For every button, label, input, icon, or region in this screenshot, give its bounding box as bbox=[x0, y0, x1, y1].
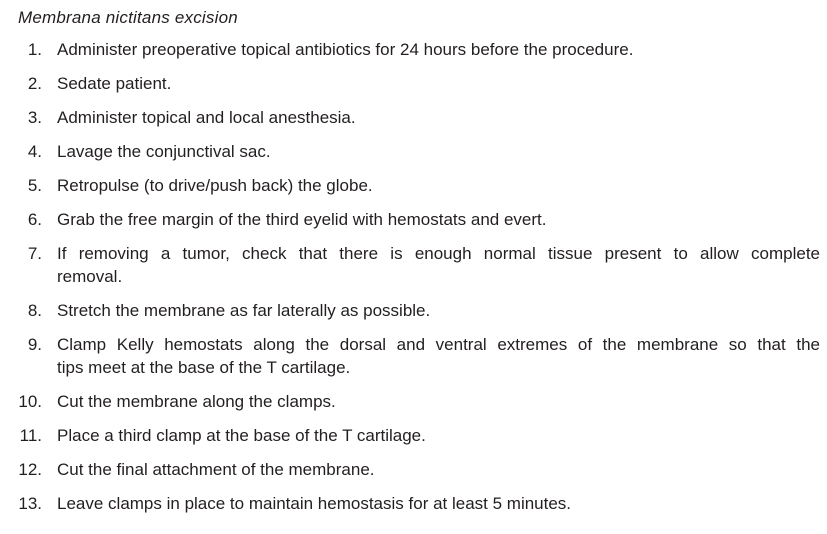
step-line: Administer preoperative topical antibiotics for 24 hours before the procedure. bbox=[57, 40, 634, 59]
procedure-step bbox=[4, 492, 821, 515]
procedure-step bbox=[4, 458, 821, 481]
step-number: 7. bbox=[27, 244, 42, 263]
step-text bbox=[57, 106, 820, 129]
procedure-step bbox=[4, 38, 821, 61]
step-text bbox=[57, 390, 820, 413]
step-line: Clamp Kelly hemostats along the dorsal and ventral extremes of the membrane so that the bbox=[57, 335, 820, 354]
step-number: 10. bbox=[18, 392, 42, 411]
procedure-step bbox=[4, 208, 821, 231]
step-text bbox=[57, 72, 820, 95]
step-number: 5. bbox=[27, 176, 42, 195]
procedure-step bbox=[4, 390, 821, 413]
step-text bbox=[57, 458, 820, 481]
step-number: 13. bbox=[18, 494, 42, 513]
step-text bbox=[57, 492, 820, 515]
step-text bbox=[57, 424, 820, 447]
step-text bbox=[57, 140, 820, 163]
step-number: 1. bbox=[27, 40, 42, 59]
procedure-step bbox=[4, 333, 821, 379]
step-text bbox=[57, 174, 820, 197]
procedure-step bbox=[4, 299, 821, 322]
step-line: Retropulse (to drive/push back) the globe. bbox=[57, 176, 373, 195]
step-number: 9. bbox=[27, 335, 42, 354]
procedure-title: Membrana nictitans excision bbox=[18, 8, 238, 27]
procedure-step bbox=[4, 242, 821, 288]
procedure-steps bbox=[4, 38, 821, 515]
step-number: 8. bbox=[27, 301, 42, 320]
procedure-step bbox=[4, 424, 821, 447]
step-line: Sedate patient. bbox=[57, 74, 172, 93]
step-number: 11. bbox=[19, 426, 42, 445]
step-line: Cut the final attachment of the membrane. bbox=[57, 460, 375, 479]
step-line: Stretch the membrane as far laterally as possible. bbox=[57, 301, 431, 320]
procedure-step bbox=[4, 140, 821, 163]
step-line: tips meet at the base of the T cartilage. bbox=[57, 358, 351, 377]
step-line: Leave clamps in place to maintain hemostasis for at least 5 minutes. bbox=[57, 494, 572, 513]
procedure-step bbox=[4, 174, 821, 197]
step-line: Lavage the conjunctival sac. bbox=[57, 142, 271, 161]
step-text bbox=[57, 38, 820, 61]
step-line: If removing a tumor, check that there is enough normal tissue present to allow complete bbox=[57, 244, 820, 263]
step-number: 12. bbox=[18, 460, 42, 479]
step-line: Place a third clamp at the base of the T cartilage. bbox=[57, 426, 426, 445]
step-line: Cut the membrane along the clamps. bbox=[57, 392, 336, 411]
step-text bbox=[57, 242, 820, 288]
step-line: Administer topical and local anesthesia. bbox=[57, 108, 356, 127]
step-line: Grab the free margin of the third eyelid with hemostats and evert. bbox=[57, 210, 547, 229]
step-text bbox=[57, 333, 820, 379]
step-text bbox=[57, 299, 820, 322]
step-number: 3. bbox=[27, 108, 42, 127]
step-number: 6. bbox=[27, 210, 42, 229]
step-number: 4. bbox=[27, 142, 42, 161]
step-text bbox=[57, 208, 820, 231]
step-line: removal. bbox=[57, 267, 123, 286]
procedure-step bbox=[4, 72, 821, 95]
step-number: 2. bbox=[27, 74, 42, 93]
procedure-step bbox=[4, 106, 821, 129]
